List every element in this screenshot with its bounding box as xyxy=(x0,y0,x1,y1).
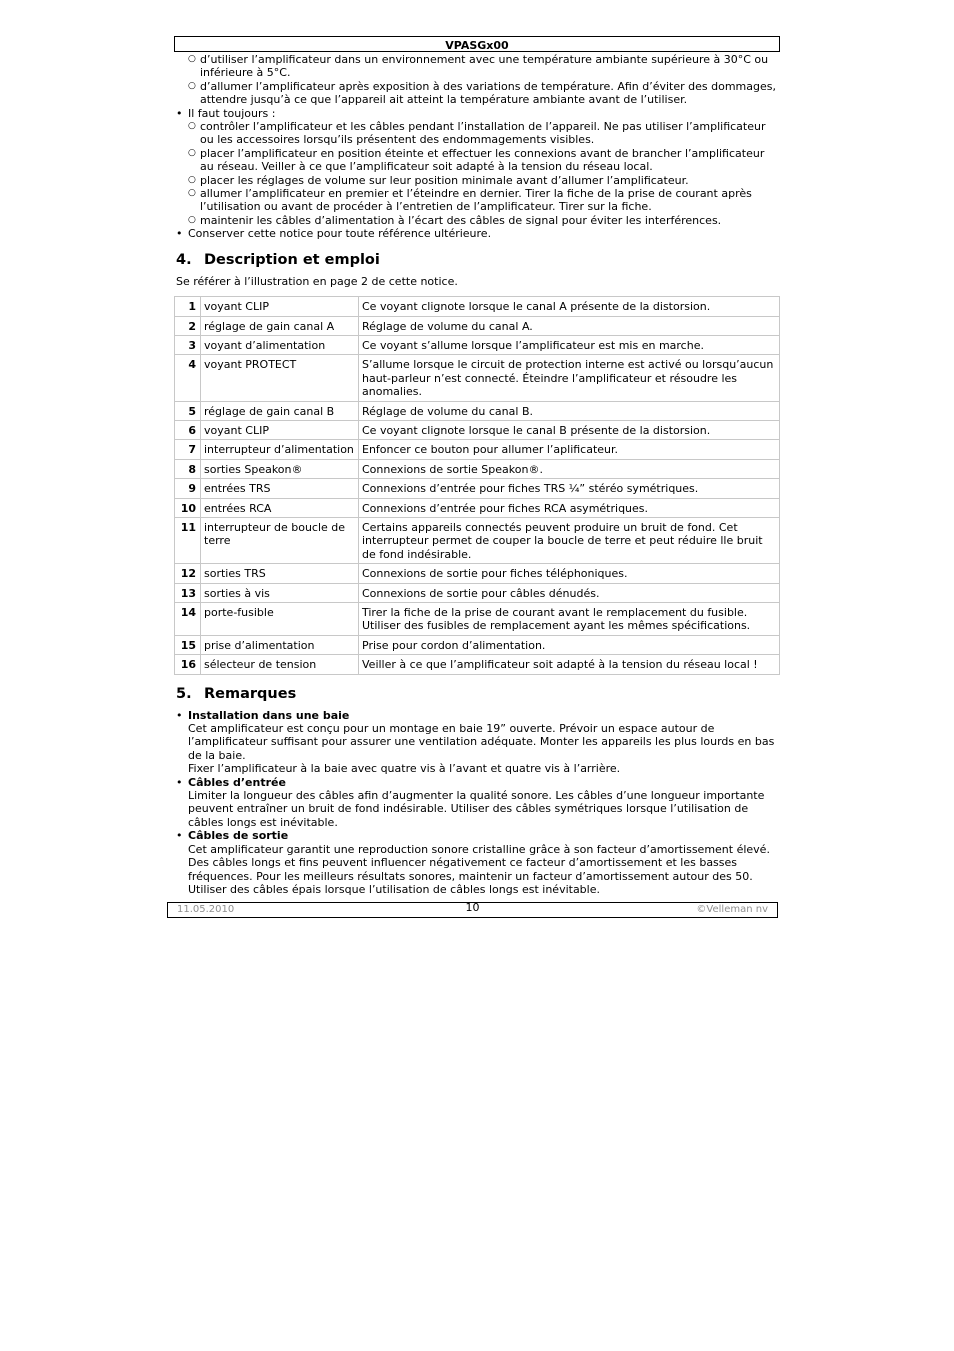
list-item: ○ allumer l’amplificateur en premier et l’éteindre en dernier. Tirer la fiche de la prise de courant après l’utilisation ou avant de procéder à l’entretien de l’amplificateur. Tirer sur la fiche. xyxy=(176,187,780,214)
table-row xyxy=(175,479,780,498)
list-item: ○ d’utiliser l’amplificateur dans un environnement avec une température ambiante supérieure à 30°C ou inférieure à 5°C. xyxy=(176,53,780,80)
table-cell-label: porte-fusible xyxy=(201,603,359,636)
footer-copyright: ©Velleman nv xyxy=(696,904,768,915)
table-row xyxy=(175,355,780,401)
intro-list xyxy=(176,107,780,120)
table-cell-n: 10 xyxy=(175,498,201,517)
table-cell-label: réglage de gain canal B xyxy=(201,401,359,420)
list-item: ○ d’allumer l’amplificateur après exposition à des variations de température. Afin d’éviter des dommages, attendre jusqu’à ce que l’appareil ait atteint la température ambiante avant de l’utiliser. xyxy=(176,80,780,107)
table-cell-desc: Ce voyant s’allume lorsque l’amplificateur est mis en marche. xyxy=(359,335,780,354)
intro-keep-list xyxy=(176,227,780,240)
footer xyxy=(167,902,778,918)
table-cell-label: voyant d’alimentation xyxy=(201,335,359,354)
table-row xyxy=(175,498,780,517)
page-content xyxy=(176,53,780,896)
table-cell-label: sorties Speakon® xyxy=(201,459,359,478)
table-cell-n: 12 xyxy=(175,564,201,583)
table-cell-label: entrées RCA xyxy=(201,498,359,517)
table-row xyxy=(175,603,780,636)
table-cell-label: sorties TRS xyxy=(201,564,359,583)
remark-item xyxy=(176,829,780,896)
remarks-list xyxy=(176,709,780,897)
table-row xyxy=(175,440,780,459)
table-cell-n: 16 xyxy=(175,655,201,674)
table-cell-n: 2 xyxy=(175,316,201,335)
section4-title: Description et emploi xyxy=(204,251,380,268)
table-cell-n: 4 xyxy=(175,355,201,401)
header-title: VPASGx00 xyxy=(174,36,780,52)
table-cell-n: 1 xyxy=(175,297,201,316)
table-cell-desc: Réglage de volume du canal A. xyxy=(359,316,780,335)
description-table xyxy=(174,296,780,675)
footer-date: 11.05.2010 xyxy=(177,904,235,915)
section5-heading xyxy=(176,686,780,703)
remark-text-2: Fixer l’amplificateur à la baie avec quatre vis à l’avant et quatre vis à l’arrière. xyxy=(188,762,621,776)
list-item-keep: • Conserver cette notice pour toute référence ultérieure. xyxy=(176,227,780,240)
table-cell-label: sélecteur de tension xyxy=(201,655,359,674)
table-cell-n: 6 xyxy=(175,420,201,439)
always-label: Il faut toujours : xyxy=(188,106,276,120)
list-item: ○ contrôler l’amplificateur et les câbles pendant l’installation de l’appareil. Ne pas utiliser l’amplificateur ou les accessoires lorsqu’ils présentent des endommagements visibles. xyxy=(176,120,780,147)
table-cell-desc: Connexions de sortie pour fiches téléphoniques. xyxy=(359,564,780,583)
table-cell-label: entrées TRS xyxy=(201,479,359,498)
table-row xyxy=(175,564,780,583)
remark-item xyxy=(176,776,780,830)
list-item: ○ placer les réglages de volume sur leur position minimale avant d’allumer l’amplificateur. xyxy=(176,174,780,187)
remark-text: Cet amplificateur garantit une reproduction sonore cristalline grâce à son facteur d’amortissement élevé. Des câbles longs et fins peuvent influencer négativement ce facteur d’amortissement et les basses fréquences. Pour les meilleurs résultats sonores, maintenir un facteur d’amortissement autour des 50. Utiliser des câbles épais lorsque l’utilisation de câbles longs est inévitable. xyxy=(188,842,770,896)
section5-title: Remarques xyxy=(204,685,297,702)
table-cell-desc: Prise pour cordon d’alimentation. xyxy=(359,635,780,654)
remark-heading: Câbles de sortie xyxy=(188,829,289,843)
table-cell-desc: Ce voyant clignote lorsque le canal A présente de la distorsion. xyxy=(359,297,780,316)
table-cell-n: 9 xyxy=(175,479,201,498)
table-row xyxy=(175,583,780,602)
table-row xyxy=(175,635,780,654)
table-row xyxy=(175,459,780,478)
intro-sublist-a xyxy=(176,53,780,107)
table-cell-n: 7 xyxy=(175,440,201,459)
table-cell-desc: S’allume lorsque le circuit de protection interne est activé ou lorsqu’aucun haut-parleur n’est connecté. Éteindre l’amplificateur et résoudre les anomalies. xyxy=(359,355,780,401)
section4-number: 4. xyxy=(176,251,192,268)
list-item: ○ placer l’amplificateur en position éteinte et effectuer les connexions avant de brancher l’amplificateur au réseau. Veiller à ce que l’amplificateur soit adapté à la tension du réseau local. xyxy=(176,147,780,174)
table-cell-n: 11 xyxy=(175,517,201,563)
table-cell-n: 3 xyxy=(175,335,201,354)
table-cell-n: 5 xyxy=(175,401,201,420)
section4-heading xyxy=(176,252,780,269)
section5-number: 5. xyxy=(176,685,192,702)
remark-text: Limiter la longueur des câbles afin d’augmenter la qualité sonore. Les câbles d’une longueur importante peuvent entraîner un bruit de fond indésirable. Utiliser des câbles symétriques lorsque l’utilisation de câbles longs est inévitable. xyxy=(188,789,765,829)
table-cell-desc: Réglage de volume du canal B. xyxy=(359,401,780,420)
table-cell-desc: Connexions d’entrée pour fiches TRS ¼” stéréo symétriques. xyxy=(359,479,780,498)
table-cell-label: prise d’alimentation xyxy=(201,635,359,654)
table-cell-n: 14 xyxy=(175,603,201,636)
table-row xyxy=(175,517,780,563)
table-cell-desc: Connexions de sortie Speakon®. xyxy=(359,459,780,478)
table-cell-label: interrupteur d’alimentation xyxy=(201,440,359,459)
section4-intro: Se référer à l’illustration en page 2 de cette notice. xyxy=(176,274,458,288)
table-cell-label: sorties à vis xyxy=(201,583,359,602)
table-cell-n: 15 xyxy=(175,635,201,654)
table-cell-label: réglage de gain canal A xyxy=(201,316,359,335)
table-cell-desc: Enfoncer ce bouton pour allumer l’aplificateur. xyxy=(359,440,780,459)
table-cell-desc: Veiller à ce que l’amplificateur soit adapté à la tension du réseau local ! xyxy=(359,655,780,674)
list-item: ○ maintenir les câbles d’alimentation à l’écart des câbles de signal pour éviter les interférences. xyxy=(176,214,780,227)
remark-heading: Câbles d’entrée xyxy=(188,775,286,789)
table-cell-desc: Tirer la fiche de la prise de courant avant le remplacement du fusible. Utiliser des fusibles de remplacement ayant les mêmes spécifications. xyxy=(359,603,780,636)
table-row xyxy=(175,316,780,335)
table-row xyxy=(175,335,780,354)
remark-text: Cet amplificateur est conçu pour un montage en baie 19” ouverte. Prévoir un espace autour de l’amplificateur suffisant pour assurer une ventilation adéquate. Monter les appareils les plus lourds en bas de la baie. xyxy=(188,722,775,762)
remark-item xyxy=(176,709,780,776)
table-cell-label: interrupteur de boucle de terre xyxy=(201,517,359,563)
table-cell-label: voyant PROTECT xyxy=(201,355,359,401)
description-table-body xyxy=(175,297,780,675)
table-cell-label: voyant CLIP xyxy=(201,297,359,316)
page-number: 10 xyxy=(465,901,480,914)
table-cell-n: 13 xyxy=(175,583,201,602)
list-item-always xyxy=(176,107,780,120)
table-row xyxy=(175,401,780,420)
table-cell-desc: Connexions de sortie pour câbles dénudés. xyxy=(359,583,780,602)
intro-sublist-b xyxy=(176,120,780,227)
table-cell-n: 8 xyxy=(175,459,201,478)
table-cell-desc: Ce voyant clignote lorsque le canal B présente de la distorsion. xyxy=(359,420,780,439)
table-cell-desc: Certains appareils connectés peuvent produire un bruit de fond. Cet interrupteur permet de couper la boucle de terre et peut réduire lle bruit de fond indésirable. xyxy=(359,517,780,563)
remark-heading: Installation dans une baie xyxy=(188,708,350,722)
table-row xyxy=(175,297,780,316)
table-cell-desc: Connexions d’entrée pour fiches RCA asymétriques. xyxy=(359,498,780,517)
table-row xyxy=(175,420,780,439)
table-row xyxy=(175,655,780,674)
table-cell-label: voyant CLIP xyxy=(201,420,359,439)
